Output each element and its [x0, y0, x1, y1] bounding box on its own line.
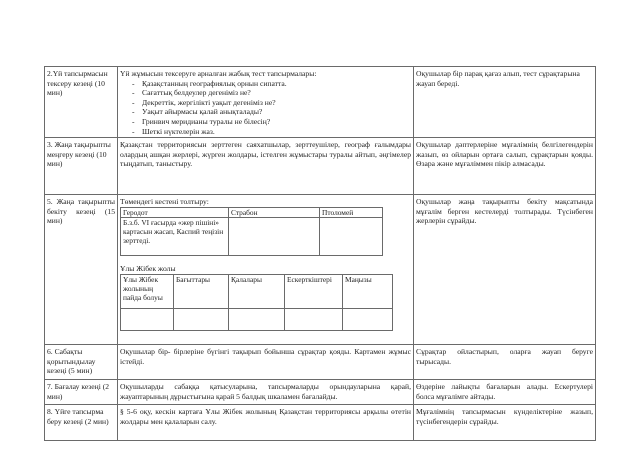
stage-cell	[45, 405, 118, 441]
teacher-cell	[118, 138, 414, 195]
table-cell: Б.з.б. VI ғасырда «жер пішіні» картасын жасап, Каспий теңізін зерттеді.	[121, 217, 229, 255]
teacher-text: Оқушыларды сабаққа қатысуларына, тапсырмаларды орындауларына қарай, жауаптарының дұрыстығына қарай 5 балдық шкаламен бағалайды.	[120, 382, 411, 401]
teacher-intro: Төмендегі кестені толтыру:	[120, 197, 209, 207]
table-header-cell: Бағыттары	[174, 274, 229, 308]
teacher-text: § 5-6 оқу, кескін картаға Ұлы Жібек жолының Қазақстан территориясы арқылы өтетін жолдары мен қалаларын салу.	[120, 407, 411, 426]
silk-road-title: Ұлы Жібек жолы	[120, 263, 176, 273]
student-cell	[414, 405, 596, 441]
table-row	[45, 138, 596, 195]
student-cell	[414, 380, 596, 405]
stage-cell	[45, 138, 118, 195]
list-item: - Гринвич меридианы туралы не білесің?	[132, 117, 411, 127]
table-cell	[229, 217, 320, 255]
table-row	[45, 405, 596, 441]
student-cell	[414, 195, 596, 345]
stage-text: 7. Бағалау кезеңі (2 мин)	[47, 382, 110, 401]
stage-cell	[45, 195, 118, 345]
stage-text: 2.Үй тапсырмасын тексеру кезеңі (10 мин)	[47, 69, 108, 98]
table-row	[45, 67, 596, 138]
list-item: - Шеткі нүктелерін жаз.	[132, 127, 411, 137]
list-item: - Декреттік, жергілікті уақыт дегеніміз не?	[132, 98, 411, 108]
teacher-intro: Үй жұмысын тексеруге арналған жабық тест тапсырмалары:	[120, 69, 317, 78]
student-text: Оқушылар жаңа тақырыпты бекіту мақсатында мұғалім берген кестелерді толтырады. Түсінбеген жерлерін сұрайды.	[416, 197, 593, 226]
student-cell	[414, 67, 596, 138]
teacher-cell	[118, 345, 414, 380]
stage-cell	[45, 67, 118, 138]
teacher-cell	[118, 67, 414, 138]
table-cell	[229, 308, 285, 330]
table-header-cell: Ұлы Жібек жолының пайда болуы	[121, 274, 174, 308]
stage-text: 5. Жаңа тақырыпты бекіту кезеңі (15 мин)	[47, 197, 115, 226]
test-questions-list	[120, 79, 411, 137]
student-text: Оқушылар бір парақ қағаз алып, тест сұрақтарына жауап береді.	[416, 69, 580, 88]
table-cell	[343, 308, 393, 330]
list-item: - Сағаттық белдеулер дегеніміз не?	[132, 88, 411, 98]
table-cell	[320, 217, 383, 255]
table-header-cell: Птоломей	[320, 207, 383, 217]
silk-road-table	[120, 274, 393, 331]
table-header-cell: Страбон	[229, 207, 320, 217]
teacher-cell	[118, 380, 414, 405]
table-row	[45, 380, 596, 405]
table-header-cell: Қалалары	[229, 274, 285, 308]
table-cell	[121, 308, 174, 330]
teacher-text: Оқушылар бір- бірлеріне бүгінгі тақырып бойынша сұрақтар қояды. Картамен жұмыс істейді.	[120, 347, 411, 366]
table-row	[45, 345, 596, 380]
scientists-table	[120, 207, 383, 256]
student-text: Оқушылар дәптерлеріне мұғалімнің белгілегендерін жазып, өз ойларын ортаға салып, сұрақтарын қояды. Өзара және мұғаліммен пікір алмасады.	[416, 140, 593, 169]
list-item: - Уақыт айырмасы қалай анықталады?	[132, 107, 411, 117]
student-cell	[414, 345, 596, 380]
student-text: Сұрақтар ойластырып, оларға жауап беруге тырысады.	[416, 347, 593, 366]
stage-cell	[45, 345, 118, 380]
teacher-text: Қазақстан территориясын зерттеген саяхатшылар, зерттеушілер, географ ғалымдары олардың ашқан жерлері, жүрген жолдары, істелген жұмыстары туралы айтып, әңгімелер тыңдатып, таныстыру.	[120, 140, 411, 169]
table-header-cell: Маңызы	[343, 274, 393, 308]
table-header-cell: Геродот	[121, 207, 229, 217]
student-cell	[414, 138, 596, 195]
stage-cell	[45, 380, 118, 405]
table-row	[45, 195, 596, 345]
student-text: Өздеріне лайықты бағаларын алады. Ескертулері болса мұғалімге айтады.	[416, 382, 593, 401]
stage-text: 3. Жаңа тақырыпты меңгеру кезеңі (10 мин)	[47, 140, 111, 169]
table-cell	[174, 308, 229, 330]
stage-text: 6. Сабақты қорытындылау кезеңі (5 мин)	[47, 347, 96, 376]
table-header-cell: Ескерткіштері	[285, 274, 343, 308]
list-item: - Қазақстанның географиялық орнын сипатта.	[132, 79, 411, 89]
student-text: Мұғалімнің тапсырмасын күнделіктеріне жазып, түсінбегендерін сұрайды.	[416, 407, 593, 426]
table-cell	[285, 308, 343, 330]
teacher-cell	[118, 195, 414, 345]
stage-text: 8. Үйге тапсырма беру кезеңі (2 мин)	[47, 407, 109, 426]
lesson-plan-table	[44, 66, 596, 441]
teacher-cell	[118, 405, 414, 441]
